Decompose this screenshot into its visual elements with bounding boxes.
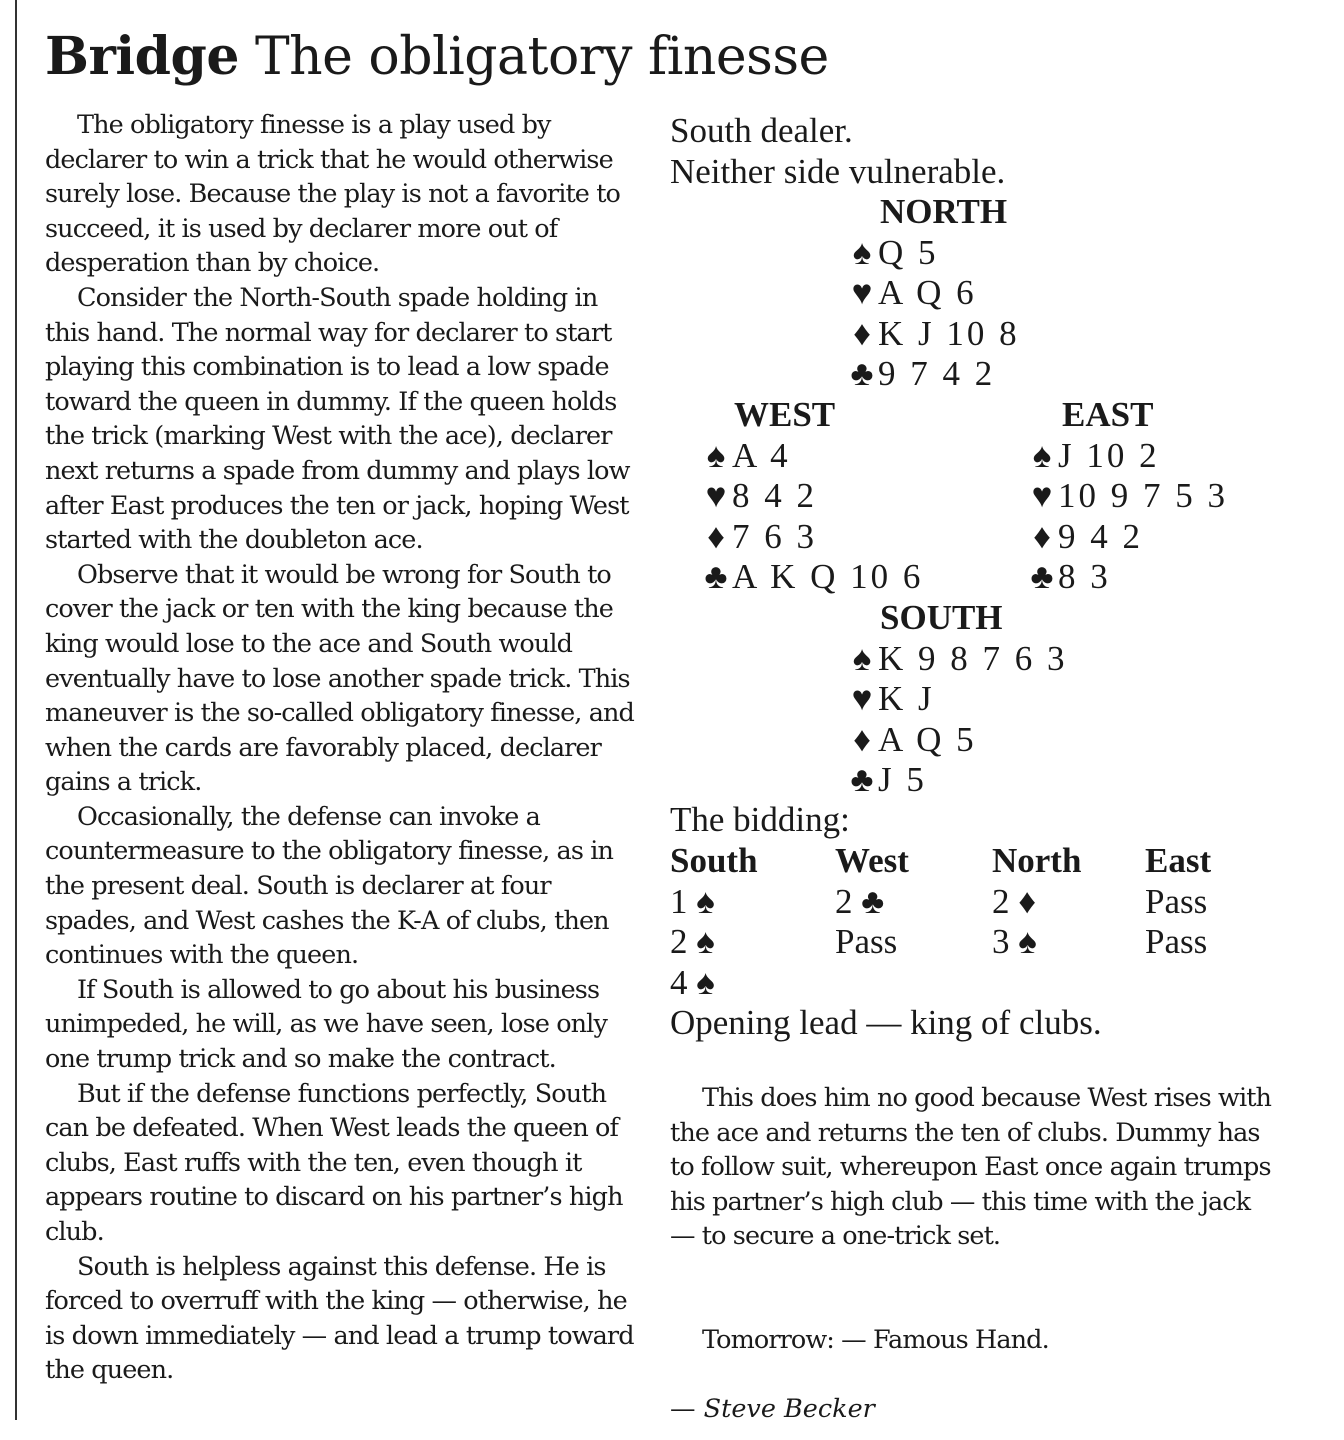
diamond-icon: ♦ [853, 313, 871, 353]
spade-icon: ♠ [852, 232, 872, 272]
byline [670, 1392, 875, 1427]
diamond-icon: ♦ [853, 719, 871, 759]
headline-title: The obligatory finesse [254, 27, 829, 87]
bid-cell: Pass [1145, 922, 1208, 962]
spade-cards: Q 5 [878, 232, 939, 272]
paragraph: Occasionally, the defense can invoke a countermeasure to the obligatory finesse, as in the present deal. South is declarer at four spades, and West cashes the K-A of clubs, then continues with the queen. [45, 801, 614, 971]
heart-icon: ♥ [705, 476, 727, 516]
spade-icon: ♠ [852, 638, 872, 678]
bidding-header: South [670, 841, 758, 880]
paragraph: Observe that it would be wrong for South to cover the jack or ten with the king because the king would lose to the ace and South would eventually have to lose another spade trick. This maneuver is the so-called obligatory finesse, and when the cards are favorably placed, declarer gains a trick. [45, 559, 634, 798]
byline-dash: — [670, 1394, 696, 1424]
bidding-table [670, 841, 1265, 1003]
hand-north [846, 192, 1020, 395]
paragraph: South is helpless against this defense. He is forced to overruff with the king — otherwise, he is down immediately — and lead a trump toward the queen. [45, 1251, 634, 1386]
heart-icon: ♥ [851, 679, 873, 719]
club-icon: ♣ [850, 760, 874, 800]
club-cards: 9 7 4 2 [878, 354, 996, 394]
bid-cell: 4 ♠ [670, 962, 715, 1002]
bidding-title: The bidding: [670, 800, 850, 839]
bid-cell: 2 ♠ [670, 922, 715, 962]
club-icon: ♣ [1030, 557, 1054, 597]
bidding-row [670, 922, 1265, 963]
hand-name: SOUTH [880, 598, 1003, 637]
bid-cell [1145, 963, 1265, 1004]
column-rule [15, 0, 17, 1420]
paragraph: If South is allowed to go about his business unimpeded, he will, as we have seen, lose only one trump trick and so make the contract. [45, 974, 607, 1075]
heart-icon: ♥ [1031, 476, 1053, 516]
diamond-cards: 9 4 2 [1058, 516, 1143, 556]
diamond-icon: ♦ [707, 516, 725, 556]
article-body-right [670, 1081, 1280, 1254]
bid-cell: 1 ♠ [670, 881, 715, 921]
bidding-header: North [992, 841, 1082, 880]
opening-lead: Opening lead — king of clubs. [670, 1003, 1102, 1042]
club-icon: ♣ [704, 557, 728, 597]
hand-south [846, 598, 1068, 801]
dealer-line: South dealer. [670, 111, 853, 150]
paragraph: Consider the North-South spade holding in this hand. The normal way for declarer to start playing this combination is to lead a low spade toward the queen in dummy. If the queen holds the trick (marking West with the ace), declarer next returns a spade from dummy and plays low after East produces the ten or jack, hoping West started with the doubleton ace. [45, 282, 630, 556]
bidding-header: West [835, 841, 909, 880]
bid-cell [992, 963, 1145, 1004]
diamond-cards: 7 6 3 [732, 516, 817, 556]
bidding-row [670, 882, 1265, 923]
byline-author: Steve Becker [703, 1394, 875, 1424]
diamond-icon: ♦ [1033, 516, 1051, 556]
bidding-row [670, 963, 1265, 1004]
hand-west [700, 395, 923, 598]
spade-cards: J 10 2 [1058, 435, 1160, 475]
hand-name: NORTH [880, 192, 1008, 231]
bidding-header-row [670, 841, 1265, 882]
heart-icon: ♥ [851, 273, 873, 313]
bid-cell: 3 ♠ [992, 922, 1037, 962]
article-body-left [45, 108, 645, 1388]
spade-icon: ♠ [1032, 435, 1052, 475]
bid-cell: 2 ♦ [992, 881, 1037, 921]
club-cards: J 5 [878, 760, 927, 800]
bid-cell: Pass [835, 922, 898, 962]
bidding-header: East [1145, 841, 1212, 880]
heart-cards: 10 9 7 5 3 [1058, 476, 1228, 516]
headline [45, 18, 829, 96]
hand-east [1026, 395, 1228, 598]
paragraph: But if the defense functions perfectly, South can be defeated. When West leads the queen of clubs, East ruffs with the ten, even though it appears routine to discard on his partner’s high club. [45, 1078, 623, 1247]
tomorrow-note: Tomorrow: — Famous Hand. [702, 1325, 1049, 1355]
diamond-cards: K J 10 8 [878, 313, 1020, 353]
hand-name: WEST [734, 395, 836, 434]
heart-cards: 8 4 2 [732, 476, 817, 516]
club-cards: A K Q 10 6 [732, 557, 924, 597]
heart-cards: A Q 6 [878, 273, 977, 313]
diamond-cards: A Q 5 [878, 719, 977, 759]
spade-cards: K 9 8 7 6 3 [878, 638, 1068, 678]
spade-icon: ♠ [706, 435, 726, 475]
spade-cards: A 4 [732, 435, 791, 475]
headline-kicker: Bridge [45, 26, 239, 87]
heart-cards: K J [878, 679, 935, 719]
paragraph: The obligatory finesse is a play used by declarer to win a trick that he would otherwise surely lose. Because the play is not a favorite to succeed, it is used by declarer more out of desperation than by choice. [45, 110, 621, 279]
bid-cell [835, 963, 992, 1004]
bid-cell: Pass [1145, 881, 1208, 921]
deal-info [670, 111, 1005, 192]
paragraph: This does him no good because West rises with the ace and returns the ten of clubs. Dummy has to follow suit, whereupon East once again trumps his partner’s high club — this time with the jack — to secure a one-trick set. [670, 1083, 1272, 1252]
vulnerability-line: Neither side vulnerable. [670, 151, 1006, 191]
club-cards: 8 3 [1058, 557, 1111, 597]
hand-name: EAST [1062, 395, 1154, 434]
bid-cell: 2 ♣ [835, 881, 885, 921]
club-icon: ♣ [850, 354, 874, 394]
